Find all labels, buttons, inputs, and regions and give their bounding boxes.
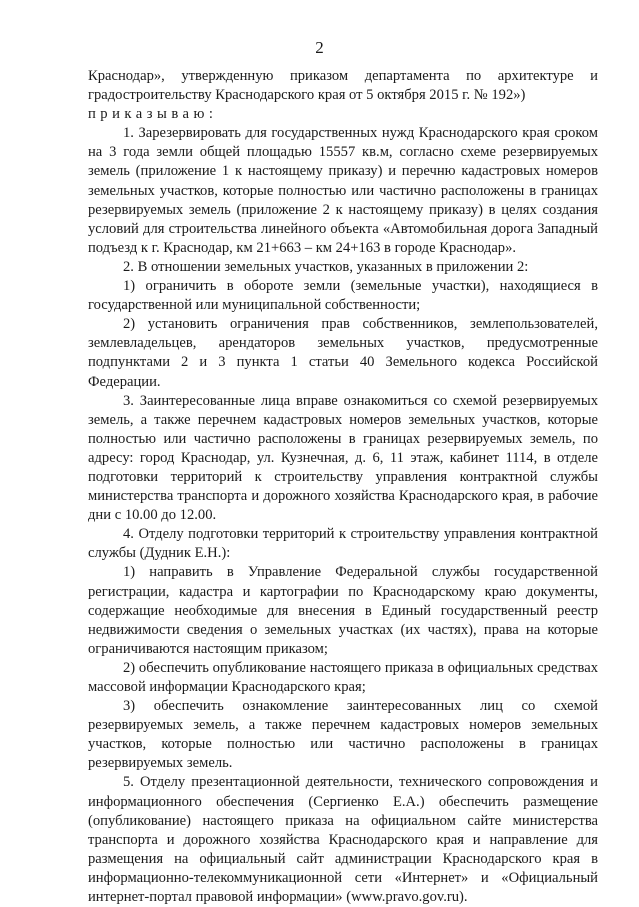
intro-text: Краснодар», утвержденную приказом департамента по архитектуре и градостроительству Краснодарского края от 5 октября 2015 г. № 192») <box>88 68 598 104</box>
document-body <box>88 67 598 907</box>
paragraph-item-2-1: 1) ограничить в обороте земли (земельные участки), находящиеся в государственной или муниципальной собственности; <box>88 278 598 314</box>
paragraph-item-2-2: 2) установить ограничения прав собственников, землепользователей, землевладельцев, арендаторов земельных участков, предусмотренные подпунктами 2 и 3 пункта 1 статьи 40 Земельного кодекса Российской Федерации. <box>88 316 598 390</box>
paragraph-item-1: 1. Зарезервировать для государственных нужд Краснодарского края сроком на 3 года земли общей площадью 15557 кв.м, согласно схеме резервируемых земель (приложение 1 к настоящему приказу) и перечню кадастровых номеров земельных участков, которые полностью или частично расположены в границах резервируемых земель (приложение 2 к настоящему приказу) в целях создания условий для строительства линейного объекта «Автомобильная дорога Западный подъезд к г. Краснодар, км 21+663 – км 24+163 в городе Краснодар». <box>88 125 598 256</box>
paragraph-item-5: 5. Отделу презентационной деятельности, технического сопровождения и информационного обеспечения (Сергиенко Е.А.) обеспечить размещение (опубликование) настоящего приказа на официальном сайте министерства транспорта и дорожного хозяйства Краснодарского края и направление для размещения на официальный сайт администрации Краснодарского края в информационно-телекоммуникационной сети «Интернет» и «Официальный интернет-портал правовой информации» (www.pravo.gov.ru). <box>88 774 598 906</box>
paragraph-item-4-1: 1) направить в Управление Федеральной службы государственной регистрации, кадастра и картографии по Краснодарскому краю документы, содержащие необходимые для внесения в Единый государственный реестр недвижимости сведения о земельных участках (их частях), права на которые ограничиваются настоящим приказом; <box>88 564 598 657</box>
paragraph-item-4: 4. Отделу подготовки территорий к строительству управления контрактной службы (Дудник Е.Н.): <box>88 526 598 562</box>
intro-paragraph <box>88 67 598 124</box>
paragraph-item-3: 3. Заинтересованные лица вправе ознакомиться со схемой резервируемых земель, а также перечнем кадастровых номеров земельных участков, которые полностью или частично расположены в границах резервируемых земель, по адресу: город Краснодар, ул. Кузнечная, д. 6, 11 этаж, кабинет 1114, в отделе подготовки территорий к строительству управления контрактной службы министерства транспорта и дорожного хозяйства Краснодарского края, в рабочие дни с 10.00 до 12.00. <box>88 392 598 524</box>
paragraph-item-4-2: 2) обеспечить опубликование настоящего приказа в официальных средствах массовой информации Краснодарского края; <box>88 659 598 695</box>
paragraph-item-4-3: 3) обеспечить ознакомление заинтересованных лиц со схемой резервируемых земель, а также перечнем кадастровых номеров земельных участков, которые полностью или частично расположены в границах резервируемых земель. <box>88 698 598 772</box>
order-word: приказываю: <box>88 106 218 123</box>
page-number: 2 <box>315 38 324 57</box>
paragraph-item-2: 2. В отношении земельных участков, указанных в приложении 2: <box>123 258 529 275</box>
